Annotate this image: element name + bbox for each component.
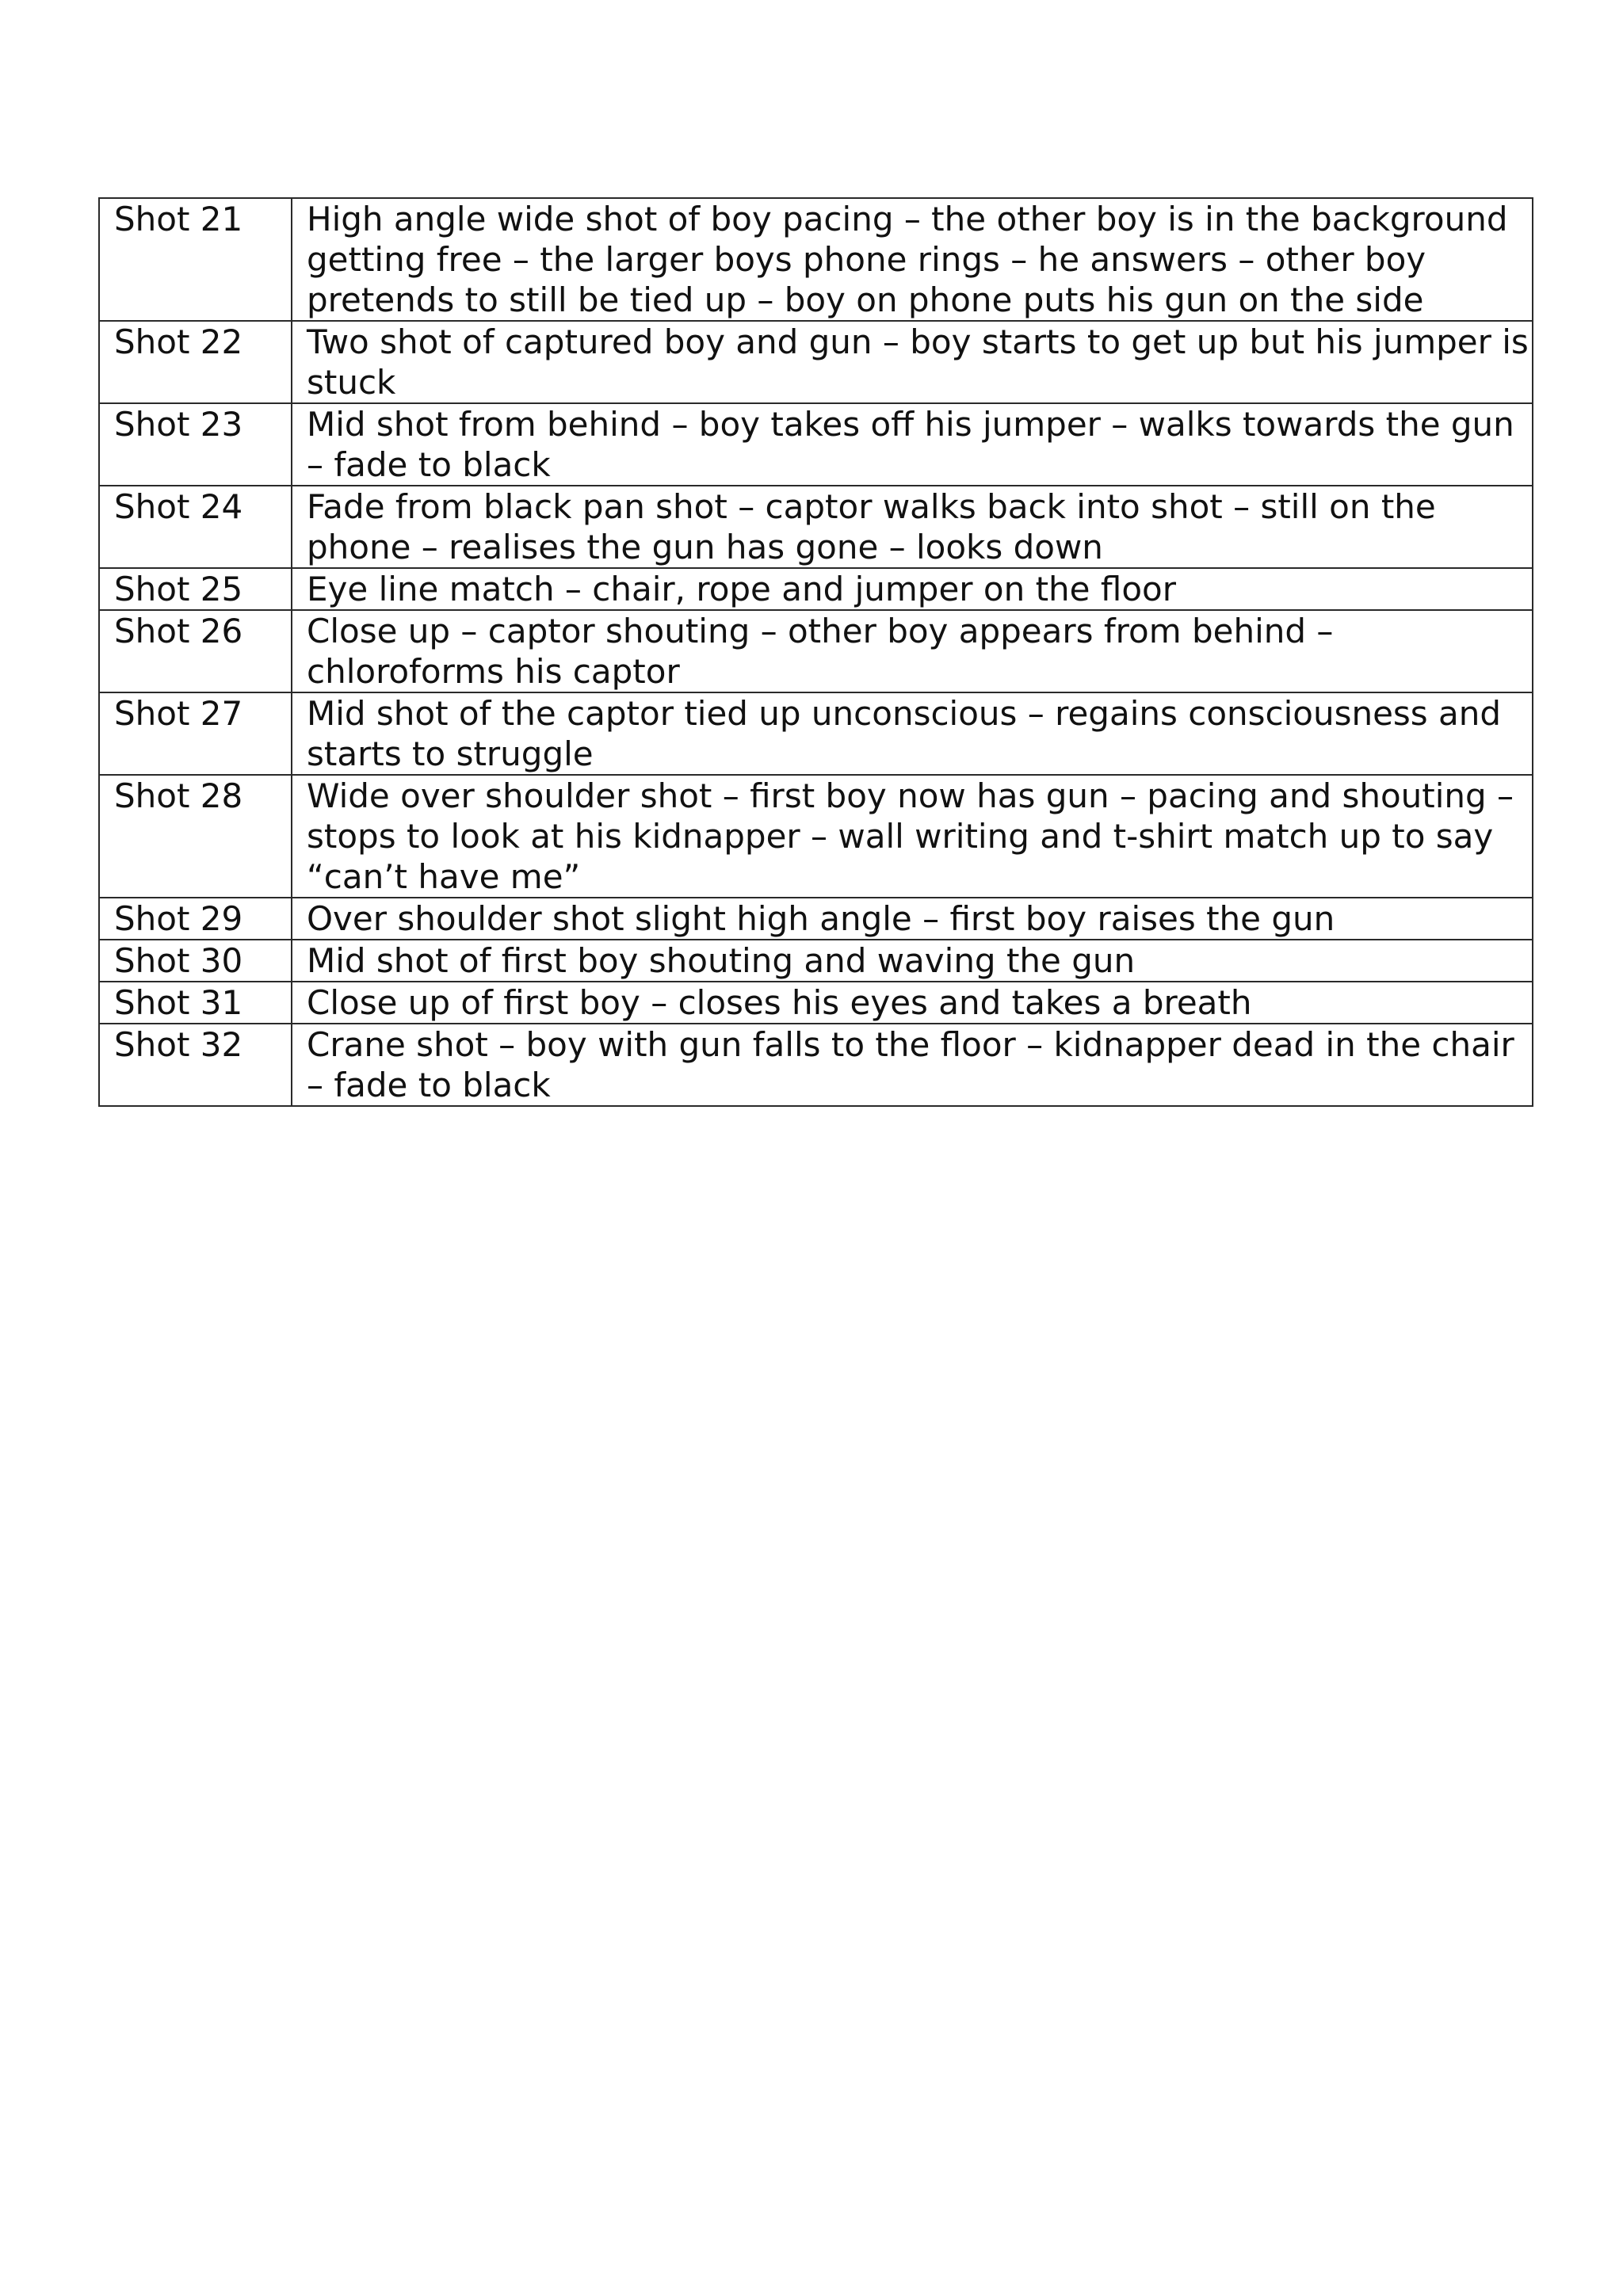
shot-description: Wide over shoulder shot – first boy now has gun – pacing and shouting – stops to look at his kidnapper – wall writing and t-shirt match up to say “can’t have me” (292, 775, 1533, 898)
table-row (99, 486, 1533, 568)
shot-description: Fade from black pan shot – captor walks back into shot – still on the phone – realises the gun has gone – looks down (292, 486, 1533, 568)
table-row (99, 982, 1533, 1024)
shot-number: Shot 26 (99, 610, 292, 692)
shot-description: Close up – captor shouting – other boy appears from behind – chloroforms his captor (292, 610, 1533, 692)
table-row (99, 1024, 1533, 1106)
table-row (99, 198, 1533, 321)
shot-description: Over shoulder shot slight high angle – first boy raises the gun (292, 898, 1533, 940)
shot-number: Shot 21 (99, 198, 292, 321)
table-row (99, 610, 1533, 692)
shot-number: Shot 29 (99, 898, 292, 940)
shot-number: Shot 22 (99, 321, 292, 403)
shot-description: Mid shot of the captor tied up unconscious – regains consciousness and starts to struggle (292, 692, 1533, 775)
table-row (99, 692, 1533, 775)
shot-description: Crane shot – boy with gun falls to the floor – kidnapper dead in the chair – fade to black (292, 1024, 1533, 1106)
shot-number: Shot 28 (99, 775, 292, 898)
shot-description: Two shot of captured boy and gun – boy starts to get up but his jumper is stuck (292, 321, 1533, 403)
shot-number: Shot 25 (99, 568, 292, 610)
shot-description: Mid shot from behind – boy takes off his jumper – walks towards the gun – fade to black (292, 403, 1533, 486)
shot-number: Shot 30 (99, 940, 292, 982)
table-row (99, 940, 1533, 982)
table-row (99, 898, 1533, 940)
table-row (99, 568, 1533, 610)
table-row (99, 403, 1533, 486)
shot-description: Close up of first boy – closes his eyes and takes a breath (292, 982, 1533, 1024)
shot-number: Shot 32 (99, 1024, 292, 1106)
table-row (99, 321, 1533, 403)
shot-number: Shot 31 (99, 982, 292, 1024)
shot-number: Shot 27 (99, 692, 292, 775)
shot-description: Mid shot of first boy shouting and waving the gun (292, 940, 1533, 982)
shot-number: Shot 23 (99, 403, 292, 486)
shot-number: Shot 24 (99, 486, 292, 568)
shot-description: Eye line match – chair, rope and jumper on the floor (292, 568, 1533, 610)
shot-list-table (98, 197, 1533, 1107)
shot-description: High angle wide shot of boy pacing – the other boy is in the background getting free – the larger boys phone rings – he answers – other boy pretends to still be tied up – boy on phone puts his gun on the side (292, 198, 1533, 321)
table-row (99, 775, 1533, 898)
